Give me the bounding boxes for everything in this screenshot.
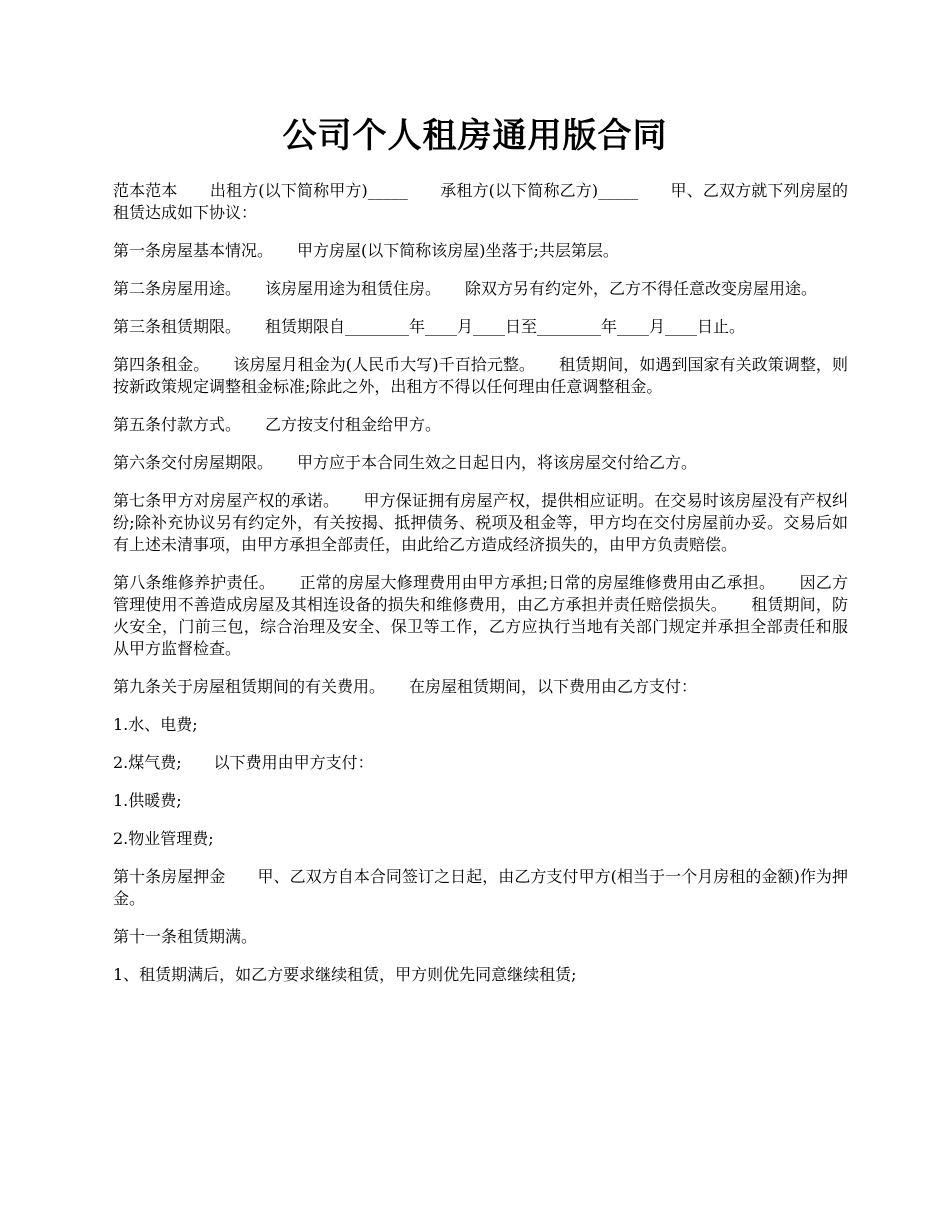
list-item-renewal: 1、租赁期满后，如乙方要求继续租赁，甲方则优先同意继续租赁; xyxy=(113,965,577,984)
paragraph-article-2: 第二条房屋用途。 该房屋用途为租赁住房。 除双方另有约定外，乙方不得任意改变房屋用途。 xyxy=(113,279,818,298)
paragraph-article-1: 第一条房屋基本情况。 甲方房屋(以下简称该房屋)坐落于;共层第层。 xyxy=(113,241,619,260)
paragraph-preamble: 范本范本 出租方(以下简称甲方)_____ 承租方(以下简称乙方)_____ 甲、乙双方就下列房屋的租赁达成如下协议： xyxy=(113,181,848,222)
paragraph-article-9: 第九条关于房屋租赁期间的有关费用。 在房屋租赁期间，以下费用由乙方支付： xyxy=(113,677,698,696)
paragraph-article-6: 第六条交付房屋期限。 甲方应于本合同生效之日起日内，将该房屋交付给乙方。 xyxy=(113,453,698,472)
list-item-property-management: 2.物业管理费; xyxy=(113,829,214,848)
paragraph-article-4: 第四条租金。 该房屋月租金为(人民币大写)千百拾元整。 租赁期间，如遇到国家有关政策调整，则按新政策规定调整租金标准;除此之外，出租方不得以任何理由任意调整租金。 xyxy=(113,355,848,396)
list-item-heating: 1.供暖费; xyxy=(113,791,182,810)
paragraph-article-8: 第八条维修养护责任。 正常的房屋大修理费用由甲方承担;日常的房屋维修费用由乙承担。 因乙方管理使用不善造成房屋及其相连设备的损失和维修费用，由乙方承担并责任赔偿损失。 租赁期间，防火安全，门前三包，综合治理及安全、保卫等工作，乙方应执行当地有关部门规定并承担全部责任和服从甲方监督检查。 xyxy=(113,573,848,658)
list-item-water-electricity: 1.水、电费; xyxy=(113,715,198,734)
document-body xyxy=(113,180,848,1002)
list-item-gas: 2.煤气费; 以下费用由甲方支付： xyxy=(113,753,374,772)
document-title: 公司个人租房通用版合同 xyxy=(282,116,668,156)
paragraph-article-11: 第十一条租赁期满。 xyxy=(113,927,258,946)
paragraph-article-3: 第三条租赁期限。 租赁期限自________年____月____日至________年____月____日止。 xyxy=(113,317,746,336)
paragraph-article-7: 第七条甲方对房屋产权的承诺。 甲方保证拥有房屋产权，提供相应证明。在交易时该房屋没有产权纠纷;除补充协议另有约定外，有关按揭、抵押债务、税项及租金等，甲方均在交付房屋前办妥。交易后如有上述未清事项，由甲方承担全部责任，由此给乙方造成经济损失的，由甲方负责赔偿。 xyxy=(113,491,848,554)
paragraph-article-10: 第十条房屋押金 甲、乙双方自本合同签订之日起，由乙方支付甲方(相当于一个月房租的金额)作为押金。 xyxy=(113,867,848,908)
paragraph-article-5: 第五条付款方式。 乙方按支付租金给甲方。 xyxy=(113,415,442,434)
